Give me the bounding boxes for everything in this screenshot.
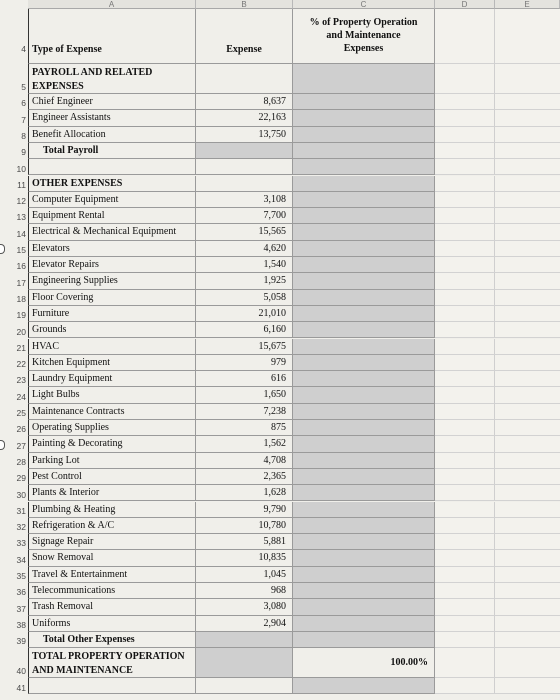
row-number[interactable]: 4: [21, 44, 26, 54]
cell-d[interactable]: [435, 371, 495, 387]
expense-value-cell[interactable]: 2,365: [196, 469, 293, 485]
cell-d[interactable]: [435, 599, 495, 615]
row-number[interactable]: 27: [16, 440, 26, 451]
expense-type-cell[interactable]: Benefit Allocation: [28, 127, 196, 143]
row-number[interactable]: 14: [16, 228, 26, 239]
expense-value-cell[interactable]: [196, 632, 293, 648]
cell-d[interactable]: [435, 143, 495, 159]
cell-e[interactable]: [495, 387, 560, 403]
row-number[interactable]: 23: [16, 375, 26, 386]
cell-e[interactable]: [495, 339, 560, 355]
row-number[interactable]: 10: [16, 163, 26, 174]
row-number[interactable]: 41: [16, 682, 26, 693]
row-number[interactable]: 7: [21, 114, 26, 125]
expense-type-cell[interactable]: Equipment Rental: [28, 208, 196, 224]
row-number[interactable]: 18: [16, 293, 26, 304]
column-header-a[interactable]: A: [28, 0, 196, 9]
cell-d[interactable]: [435, 678, 495, 694]
cell-e[interactable]: [495, 453, 560, 469]
percent-cell[interactable]: [293, 143, 435, 159]
cell-d[interactable]: [435, 387, 495, 403]
cell-e[interactable]: [495, 371, 560, 387]
percent-cell[interactable]: [293, 469, 435, 485]
expense-type-cell[interactable]: TOTAL PROPERTY OPERATION AND MAINTENANCE: [28, 648, 196, 678]
row-number[interactable]: 11: [17, 179, 26, 190]
expense-type-cell[interactable]: Chief Engineer: [28, 94, 196, 110]
cell-d[interactable]: [435, 64, 495, 94]
expense-value-cell[interactable]: 875: [196, 420, 293, 436]
row-number[interactable]: 5: [21, 82, 26, 92]
cell-e[interactable]: [495, 583, 560, 599]
expense-type-cell[interactable]: Engineering Supplies: [28, 273, 196, 289]
expense-value-cell[interactable]: 4,708: [196, 453, 293, 469]
expense-value-cell[interactable]: 5,058: [196, 290, 293, 306]
cell-e[interactable]: [495, 632, 560, 648]
expense-type-cell[interactable]: Telecommunications: [28, 583, 196, 599]
column-header-b[interactable]: B: [196, 0, 293, 9]
percent-cell[interactable]: [293, 208, 435, 224]
cell-e[interactable]: [495, 355, 560, 371]
cell-e[interactable]: [495, 648, 560, 678]
cell-e[interactable]: [495, 176, 560, 192]
row-number[interactable]: 29: [16, 473, 26, 484]
expense-type-cell[interactable]: Pest Control: [28, 469, 196, 485]
cell-e[interactable]: [495, 110, 560, 126]
expense-value-cell[interactable]: 5,881: [196, 534, 293, 550]
expense-type-cell[interactable]: Plumbing & Heating: [28, 502, 196, 518]
cell-e[interactable]: [495, 436, 560, 452]
cell-d[interactable]: [435, 632, 495, 648]
percent-cell[interactable]: [293, 583, 435, 599]
expense-value-cell[interactable]: 7,238: [196, 404, 293, 420]
expense-value-cell[interactable]: [196, 64, 293, 94]
expense-type-cell[interactable]: Trash Removal: [28, 599, 196, 615]
cell-e[interactable]: [495, 502, 560, 518]
cell-d[interactable]: [435, 110, 495, 126]
expense-type-cell[interactable]: Elevator Repairs: [28, 257, 196, 273]
cell-e[interactable]: [495, 224, 560, 240]
expense-type-cell[interactable]: Refrigeration & A/C: [28, 518, 196, 534]
percent-cell[interactable]: [293, 485, 435, 501]
cell-e[interactable]: [495, 192, 560, 208]
row-number[interactable]: 38: [16, 619, 26, 630]
cell-e[interactable]: [495, 143, 560, 159]
percent-cell[interactable]: [293, 64, 435, 94]
cell-e[interactable]: [495, 127, 560, 143]
expense-value-cell[interactable]: 13,750: [196, 127, 293, 143]
cell-d[interactable]: [435, 583, 495, 599]
expense-type-cell[interactable]: Light Bulbs: [28, 387, 196, 403]
expense-value-cell[interactable]: 4,620: [196, 241, 293, 257]
row-number[interactable]: 25: [16, 408, 26, 418]
row-number[interactable]: 8: [21, 130, 26, 141]
cell-e[interactable]: [495, 534, 560, 550]
percent-cell[interactable]: [293, 404, 435, 420]
cell-d[interactable]: [435, 94, 495, 110]
expense-type-cell[interactable]: Operating Supplies: [28, 420, 196, 436]
percent-cell[interactable]: [293, 94, 435, 110]
expense-value-cell[interactable]: 968: [196, 583, 293, 599]
row-number[interactable]: 30: [16, 489, 26, 500]
expense-type-cell[interactable]: Electrical & Mechanical Equipment: [28, 224, 196, 240]
cell-d[interactable]: [435, 192, 495, 208]
cell-e[interactable]: [495, 420, 560, 436]
row-number[interactable]: 37: [16, 603, 26, 614]
cell-d[interactable]: [435, 502, 495, 518]
row-number[interactable]: 9: [21, 147, 26, 158]
cell-d[interactable]: [435, 648, 495, 678]
cell-d[interactable]: [435, 518, 495, 534]
row-number[interactable]: 35: [16, 571, 26, 581]
expense-value-cell[interactable]: 1,540: [196, 257, 293, 273]
expense-value-cell[interactable]: 1,650: [196, 387, 293, 403]
percent-cell[interactable]: [293, 257, 435, 273]
header-percent-line1: % of Property Operation: [309, 17, 418, 28]
expense-value-cell[interactable]: 21,010: [196, 306, 293, 322]
column-header-e[interactable]: E: [495, 0, 560, 9]
percent-cell[interactable]: [293, 678, 435, 694]
cell-d[interactable]: [435, 355, 495, 371]
percent-cell[interactable]: [293, 339, 435, 355]
cell-d[interactable]: [435, 567, 495, 583]
expense-type-cell[interactable]: Total Other Expenses: [28, 632, 196, 648]
row-number[interactable]: 36: [16, 587, 26, 598]
percent-cell[interactable]: [293, 550, 435, 566]
expense-value-cell[interactable]: 15,675: [196, 339, 293, 355]
cell-d[interactable]: [435, 616, 495, 632]
cell-e[interactable]: [495, 64, 560, 94]
cell-e[interactable]: [495, 404, 560, 420]
cell-d[interactable]: [435, 322, 495, 338]
row-number[interactable]: 15: [16, 245, 26, 255]
row-number[interactable]: 34: [16, 554, 26, 565]
cell-e[interactable]: [495, 306, 560, 322]
expense-value-cell[interactable]: 616: [196, 371, 293, 387]
expense-type-cell[interactable]: Uniforms: [28, 616, 196, 632]
expense-type-cell[interactable]: Total Payroll: [28, 143, 196, 159]
expense-value-cell[interactable]: [196, 678, 293, 694]
cell-d[interactable]: [435, 453, 495, 469]
expense-type-cell[interactable]: Computer Equipment: [28, 192, 196, 208]
cell-e[interactable]: [495, 290, 560, 306]
cell-d-header[interactable]: [435, 9, 495, 64]
expense-value-cell[interactable]: 10,835: [196, 550, 293, 566]
row-number[interactable]: 19: [16, 310, 26, 321]
expense-value-cell[interactable]: 7,700: [196, 208, 293, 224]
cell-d[interactable]: [435, 550, 495, 566]
percent-cell[interactable]: [293, 518, 435, 534]
expense-type-cell[interactable]: OTHER EXPENSES: [28, 176, 196, 192]
cell-e[interactable]: [495, 322, 560, 338]
cell-e[interactable]: [495, 518, 560, 534]
cell-d[interactable]: [435, 404, 495, 420]
percent-cell[interactable]: [293, 502, 435, 518]
expense-value-cell[interactable]: 2,904: [196, 616, 293, 632]
row-number[interactable]: 24: [16, 391, 26, 402]
expense-value-cell[interactable]: [196, 159, 293, 175]
expense-value-cell[interactable]: 8,637: [196, 94, 293, 110]
cell-e[interactable]: [495, 273, 560, 289]
header-percent-line2: and Maintenance: [326, 30, 401, 41]
cell-e[interactable]: [495, 567, 560, 583]
header-percent-line3: Expenses: [343, 43, 384, 54]
row-number[interactable]: 33: [16, 538, 26, 549]
cell-d[interactable]: [435, 306, 495, 322]
cell-e[interactable]: [495, 469, 560, 485]
percent-cell[interactable]: [293, 387, 435, 403]
cell-e[interactable]: [495, 678, 560, 694]
percent-cell[interactable]: [293, 322, 435, 338]
row-number[interactable]: 20: [16, 326, 26, 337]
expense-type-cell[interactable]: Kitchen Equipment: [28, 355, 196, 371]
expense-value-cell[interactable]: 3,080: [196, 599, 293, 615]
percent-cell[interactable]: [293, 159, 435, 175]
cell-e[interactable]: [495, 616, 560, 632]
percent-cell[interactable]: [293, 420, 435, 436]
row-number[interactable]: 16: [16, 261, 26, 272]
percent-cell[interactable]: [293, 241, 435, 257]
percent-cell[interactable]: [293, 110, 435, 126]
expense-type-cell[interactable]: Painting & Decorating: [28, 436, 196, 452]
cell-d[interactable]: [435, 485, 495, 501]
percent-cell[interactable]: [293, 616, 435, 632]
expense-value-cell[interactable]: [196, 648, 293, 678]
expense-value-cell[interactable]: 15,565: [196, 224, 293, 240]
cell-e[interactable]: [495, 94, 560, 110]
column-header-d[interactable]: D: [435, 0, 495, 9]
expense-type-cell[interactable]: Grounds: [28, 322, 196, 338]
row-number[interactable]: 17: [16, 277, 26, 288]
expense-type-cell[interactable]: Floor Covering: [28, 290, 196, 306]
percent-cell[interactable]: [293, 192, 435, 208]
percent-cell[interactable]: [293, 371, 435, 387]
percent-cell[interactable]: [293, 632, 435, 648]
cell-e[interactable]: [495, 485, 560, 501]
row-number[interactable]: 13: [16, 212, 26, 223]
cell-e[interactable]: [495, 159, 560, 175]
expense-type-cell[interactable]: Engineer Assistants: [28, 110, 196, 126]
row-number[interactable]: 22: [16, 359, 26, 370]
percent-cell[interactable]: [293, 599, 435, 615]
empty-cell[interactable]: [28, 678, 196, 694]
percent-cell[interactable]: [293, 567, 435, 583]
expense-value-cell[interactable]: 979: [196, 355, 293, 371]
expense-value-cell[interactable]: 22,163: [196, 110, 293, 126]
cell-d[interactable]: [435, 290, 495, 306]
percent-cell[interactable]: [293, 436, 435, 452]
percent-cell[interactable]: 100.00%: [293, 648, 435, 678]
cell-d[interactable]: [435, 420, 495, 436]
expense-value-cell[interactable]: 9,790: [196, 502, 293, 518]
row-number[interactable]: 21: [16, 342, 26, 353]
row-number[interactable]: 31: [16, 505, 26, 516]
expense-type-cell[interactable]: PAYROLL AND RELATED EXPENSES: [28, 64, 196, 94]
row-number[interactable]: 40: [16, 666, 26, 677]
expense-value-cell[interactable]: 1,045: [196, 567, 293, 583]
header-percent-of-expenses[interactable]: [293, 9, 435, 64]
header-type-of-expense[interactable]: Type of Expense: [28, 9, 196, 64]
expense-type-cell[interactable]: Snow Removal: [28, 550, 196, 566]
percent-cell[interactable]: [293, 273, 435, 289]
row-number[interactable]: 39: [16, 636, 26, 647]
cell-d[interactable]: [435, 241, 495, 257]
cell-d[interactable]: [435, 339, 495, 355]
expense-value-cell[interactable]: 1,925: [196, 273, 293, 289]
cell-e[interactable]: [495, 599, 560, 615]
expense-value-cell[interactable]: 3,108: [196, 192, 293, 208]
row-number[interactable]: 26: [16, 424, 26, 435]
cell-e[interactable]: [495, 257, 560, 273]
percent-cell[interactable]: [293, 224, 435, 240]
cell-d[interactable]: [435, 534, 495, 550]
cell-d[interactable]: [435, 273, 495, 289]
percent-cell[interactable]: [293, 306, 435, 322]
cell-e-header[interactable]: [495, 9, 560, 64]
row-number[interactable]: 6: [21, 98, 26, 109]
row-number[interactable]: 12: [16, 196, 26, 207]
expense-type-cell[interactable]: HVAC: [28, 339, 196, 355]
percent-cell[interactable]: [293, 127, 435, 143]
cell-d[interactable]: [435, 127, 495, 143]
cell-d[interactable]: [435, 208, 495, 224]
expense-type-cell[interactable]: Signage Repair: [28, 534, 196, 550]
percent-cell[interactable]: [293, 290, 435, 306]
expense-type-cell[interactable]: Travel & Entertainment: [28, 567, 196, 583]
expense-type-cell[interactable]: Furniture: [28, 306, 196, 322]
row-number[interactable]: 32: [16, 522, 26, 533]
header-expense[interactable]: Expense: [196, 9, 293, 64]
expense-type-cell[interactable]: Elevators: [28, 241, 196, 257]
row-number[interactable]: 28: [16, 456, 26, 467]
expense-type-cell[interactable]: Maintenance Contracts: [28, 404, 196, 420]
expense-value-cell[interactable]: [196, 176, 293, 192]
cell-d[interactable]: [435, 436, 495, 452]
expense-value-cell[interactable]: 10,780: [196, 518, 293, 534]
expense-value-cell[interactable]: 1,562: [196, 436, 293, 452]
percent-cell[interactable]: [293, 534, 435, 550]
cell-e[interactable]: [495, 208, 560, 224]
cell-d[interactable]: [435, 469, 495, 485]
cell-d[interactable]: [435, 176, 495, 192]
cell-d[interactable]: [435, 159, 495, 175]
expense-value-cell[interactable]: [196, 143, 293, 159]
percent-cell[interactable]: [293, 355, 435, 371]
cell-d[interactable]: [435, 224, 495, 240]
column-header-c[interactable]: C: [293, 0, 435, 9]
expense-value-cell[interactable]: 1,628: [196, 485, 293, 501]
cell-d[interactable]: [435, 257, 495, 273]
expense-value-cell[interactable]: 6,160: [196, 322, 293, 338]
cell-e[interactable]: [495, 550, 560, 566]
expense-type-cell[interactable]: Plants & Interior: [28, 485, 196, 501]
percent-cell[interactable]: [293, 176, 435, 192]
percent-cell[interactable]: [293, 453, 435, 469]
expense-type-cell[interactable]: Parking Lot: [28, 453, 196, 469]
cell-e[interactable]: [495, 241, 560, 257]
expense-type-cell[interactable]: Laundry Equipment: [28, 371, 196, 387]
empty-cell[interactable]: [28, 159, 196, 175]
